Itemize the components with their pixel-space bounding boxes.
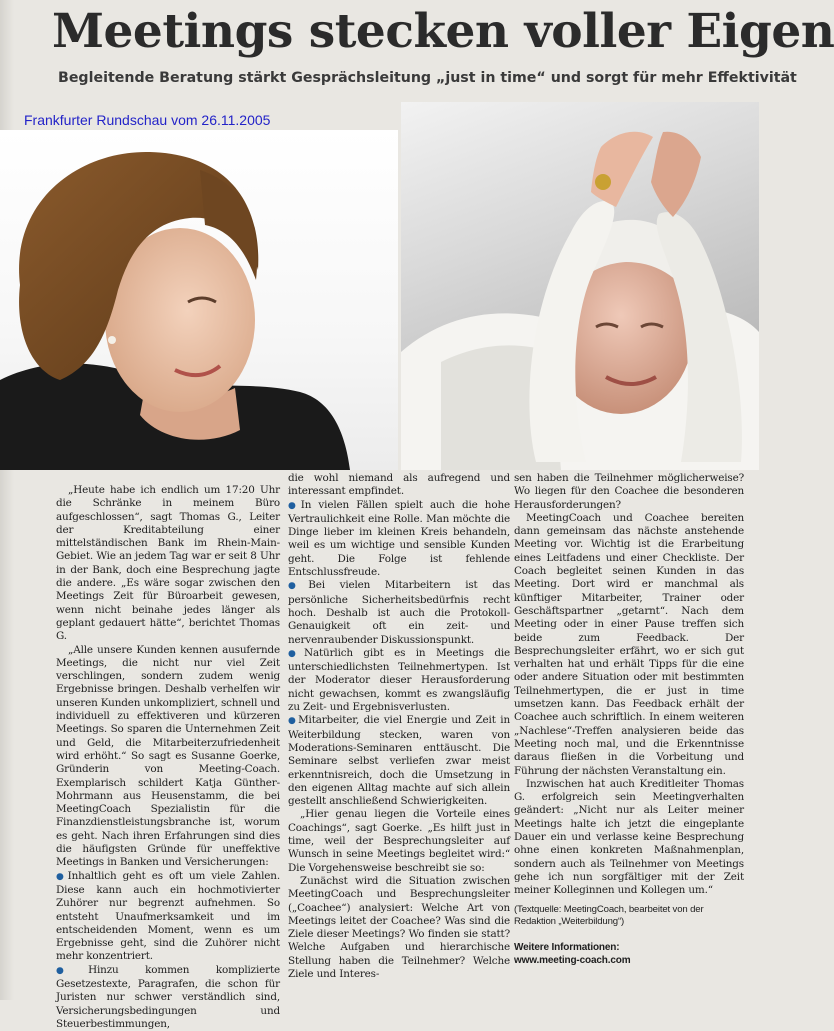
bullet-paragraph <box>288 647 510 714</box>
paragraph: „Heute habe ich endlich um 17:20 Uhr die Schränke in meinem Büro aufgeschlossen“, sagt Thomas G., Leiter der Kreditabteilung einer mittelständischen Bank im Rhein-Main-Gebiet. Wie an jedem Tag war er seit 8 Uhr in der Bank, doch eine Besprechung jagte die andere. „Es wäre sogar zwischen den Meetings Zeit für Büroarbeit gewesen, wenn nicht beinahe jedes länger als geplant gedauert hätte“, berichtet Thomas G. <box>56 484 280 643</box>
bullet-paragraph <box>56 964 280 1031</box>
woman-portrait-illustration <box>0 130 398 470</box>
paragraph: Zunächst wird die Situation zwischen MeetingCoach und Besprechungsleiter („Coachee“) analysiert: Welche Art von Meetings leitet der Coachee? Was sind die Ziele dieser Meetings? Wo finden sie statt? Welche Aufgaben und hierarchische Stellung haben die Teilnehmer? Welche Ziele und Interes- <box>288 874 510 980</box>
bullet-paragraph <box>56 870 280 964</box>
source-note: Frankfurter Rundschau vom 26.11.2005 <box>24 112 271 128</box>
paragraph: „Alle unsere Kunden kennen ausufernde Meetings, die nicht nur viel Zeit verschlingen, sondern zudem wenig Ergebnisse bringen. Deshalb verhelfen wir unseren Kunden unkompliziert, schnell und individuell zu effektiveren und kürzeren Meetings. So sparen die Unternehmen Zeit und Geld, die Mitarbeiterzufriedenheit wird erhöht.“ So sagt es Susanne Goerke, Gründerin von Meeting-Coach. Exemplarisch schildert Katja Günther-Mohrmann aus Heusenstamm, die bei MeetingCoach Spezialistin für die Finanzdienstleistungsbranche ist, worum es geht. Nach ihren Erfahrungen sind dies die häufigsten Gründe für uneffektive Meetings in Banken und Versicherungen: <box>56 643 280 869</box>
paragraph: Inzwischen hat auch Kreditleiter Thomas G. erfolgreich sein Meetingverhalten geändert: „Nicht nur als Leiter meiner Meetings halte ich jetzt die eingeplante Dauer ein und verlasse keine Besprechung ohne einen konkreten Maßnahmenplan, sondern auch als Teilnehmer von Meetings gehe ich nun sorgfältiger mit der Zeit meiner Kolleginnen und Kollegen um.“ <box>514 777 744 897</box>
bullet-text: Hinzu kommen komplizierte Gesetzestexte, Paragrafen, die schon für Juristen nur schwer verständlich sind, Versicherungsbedingungen und Steuerbestimmungen, <box>56 963 281 1030</box>
paragraph: sen haben die Teilnehmer möglicherweise? Wo liegen für den Coachee die besonderen Herausforderungen? <box>514 472 744 511</box>
bullet-text: Mitarbeiter, die viel Energie und Zeit in Weiterbildung stecken, waren von Moderations-Seminaren enttäuscht. Die Seminare selbst verliefen zwar meist erkenntnisreich, doch die Umsetzung in den eigenen Alltag machte auf sich allein gestellt anschließend Schwierigkeiten. <box>288 714 510 808</box>
photo-man-raising-hands <box>401 102 759 470</box>
man-raising-hands-illustration <box>401 102 759 470</box>
article-column-2 <box>288 472 510 998</box>
paragraph: „Hier genau liegen die Vorteile eines Coachings“, sagt Goerke. „Es hilft just in time, weil der Besprechungsleiter auf Wunsch in seine Meetings begleitet wird:“ Die Vorgehensweise beschreibt sie so: <box>288 808 510 874</box>
paragraph: die wohl niemand als aufregend und interessant empfindet. <box>288 472 510 498</box>
bullet-text: Natürlich gibt es in Meetings die unterschiedlichsten Teilnehmertypen. Ist der Moderator dieser Herausforderung nicht gewachsen, kommt es zwangsläufig zu Zeit- und Ergebnisverlusten. <box>288 646 510 714</box>
subheadline: Begleitende Beratung stärkt Gesprächsleitung „just in time“ und sorgt für mehr Effektivität <box>58 70 797 86</box>
bullet-paragraph <box>288 499 510 580</box>
bullet-paragraph <box>288 579 510 646</box>
article-column-3 <box>514 472 744 998</box>
bullet-text: Bei vielen Mitarbeitern ist das persönliche Sicherheitsbedürfnis recht hoch. Deshalb ist auch die Protokoll-Genauigkeit oft ein zeit- und nervenraubender Diskussionspunkt. <box>288 579 511 646</box>
bullet-text: Inhaltlich geht es oft um viele Zahlen. Diese kann auch ein hochmotivierter Zuhörer nur begrenzt aufnehmen. So entsteht Unaufmerksamkeit und im entscheidenden Moment, wenn es um Ergebnisse geht, sind die Zuhörer nicht mehr konzentriert. <box>56 869 281 963</box>
headline: Meetings stecken voller Eigen <box>52 4 834 59</box>
text-source-note: (Textquelle: MeetingCoach, bearbeitet von der Redaktion „Weiterbildung“) <box>514 903 704 927</box>
bullet-text: In vielen Fällen spielt auch die hohe Vertraulichkeit eine Rolle. Man möchte die Dinge lieber im kleinen Kreis behandeln, weil es um wichtige und sensible Kunden geht. Die Folge ist fehlende Entschlussfreude. <box>288 498 511 579</box>
article-body <box>0 472 759 1030</box>
paragraph: MeetingCoach und Coachee bereiten dann gemeinsam das nächste anstehende Meeting vor. Wichtig ist die Erarbeitung eines Leitfadens und einer Checkliste. Der Coach begleitet seinen Kunden in das Meeting. Dort wird er manchmal als künftiger Mitarbeiter, Trainer oder Geschäftspartner „getarnt“. Nach dem Meeting oder in einer Pause treffen sich beide zum Feedback. Der Besprechungsleiter erfährt, wo er sich gut verhalten hat und erhält Tipps für die eine oder andere Situation oder mit bestimmten Teilnehmertypen, die er just in time umsetzen kann. Das Feedback erhält der Coachee auch schriftlich. In einem weiteren „Nachlese“-Treffen analysieren beide das Meeting noch mal, und die Erkenntnisse daraus fließen in die Vorbeitung und Führung der nächsten Veranstaltung ein. <box>514 511 744 777</box>
bullet-paragraph <box>288 714 510 808</box>
article-column-1 <box>56 484 281 1030</box>
photo-woman-portrait <box>0 130 398 470</box>
more-info-link[interactable]: www.meeting-coach.com <box>514 954 631 966</box>
more-info-title: Weitere Informationen: <box>514 941 620 953</box>
